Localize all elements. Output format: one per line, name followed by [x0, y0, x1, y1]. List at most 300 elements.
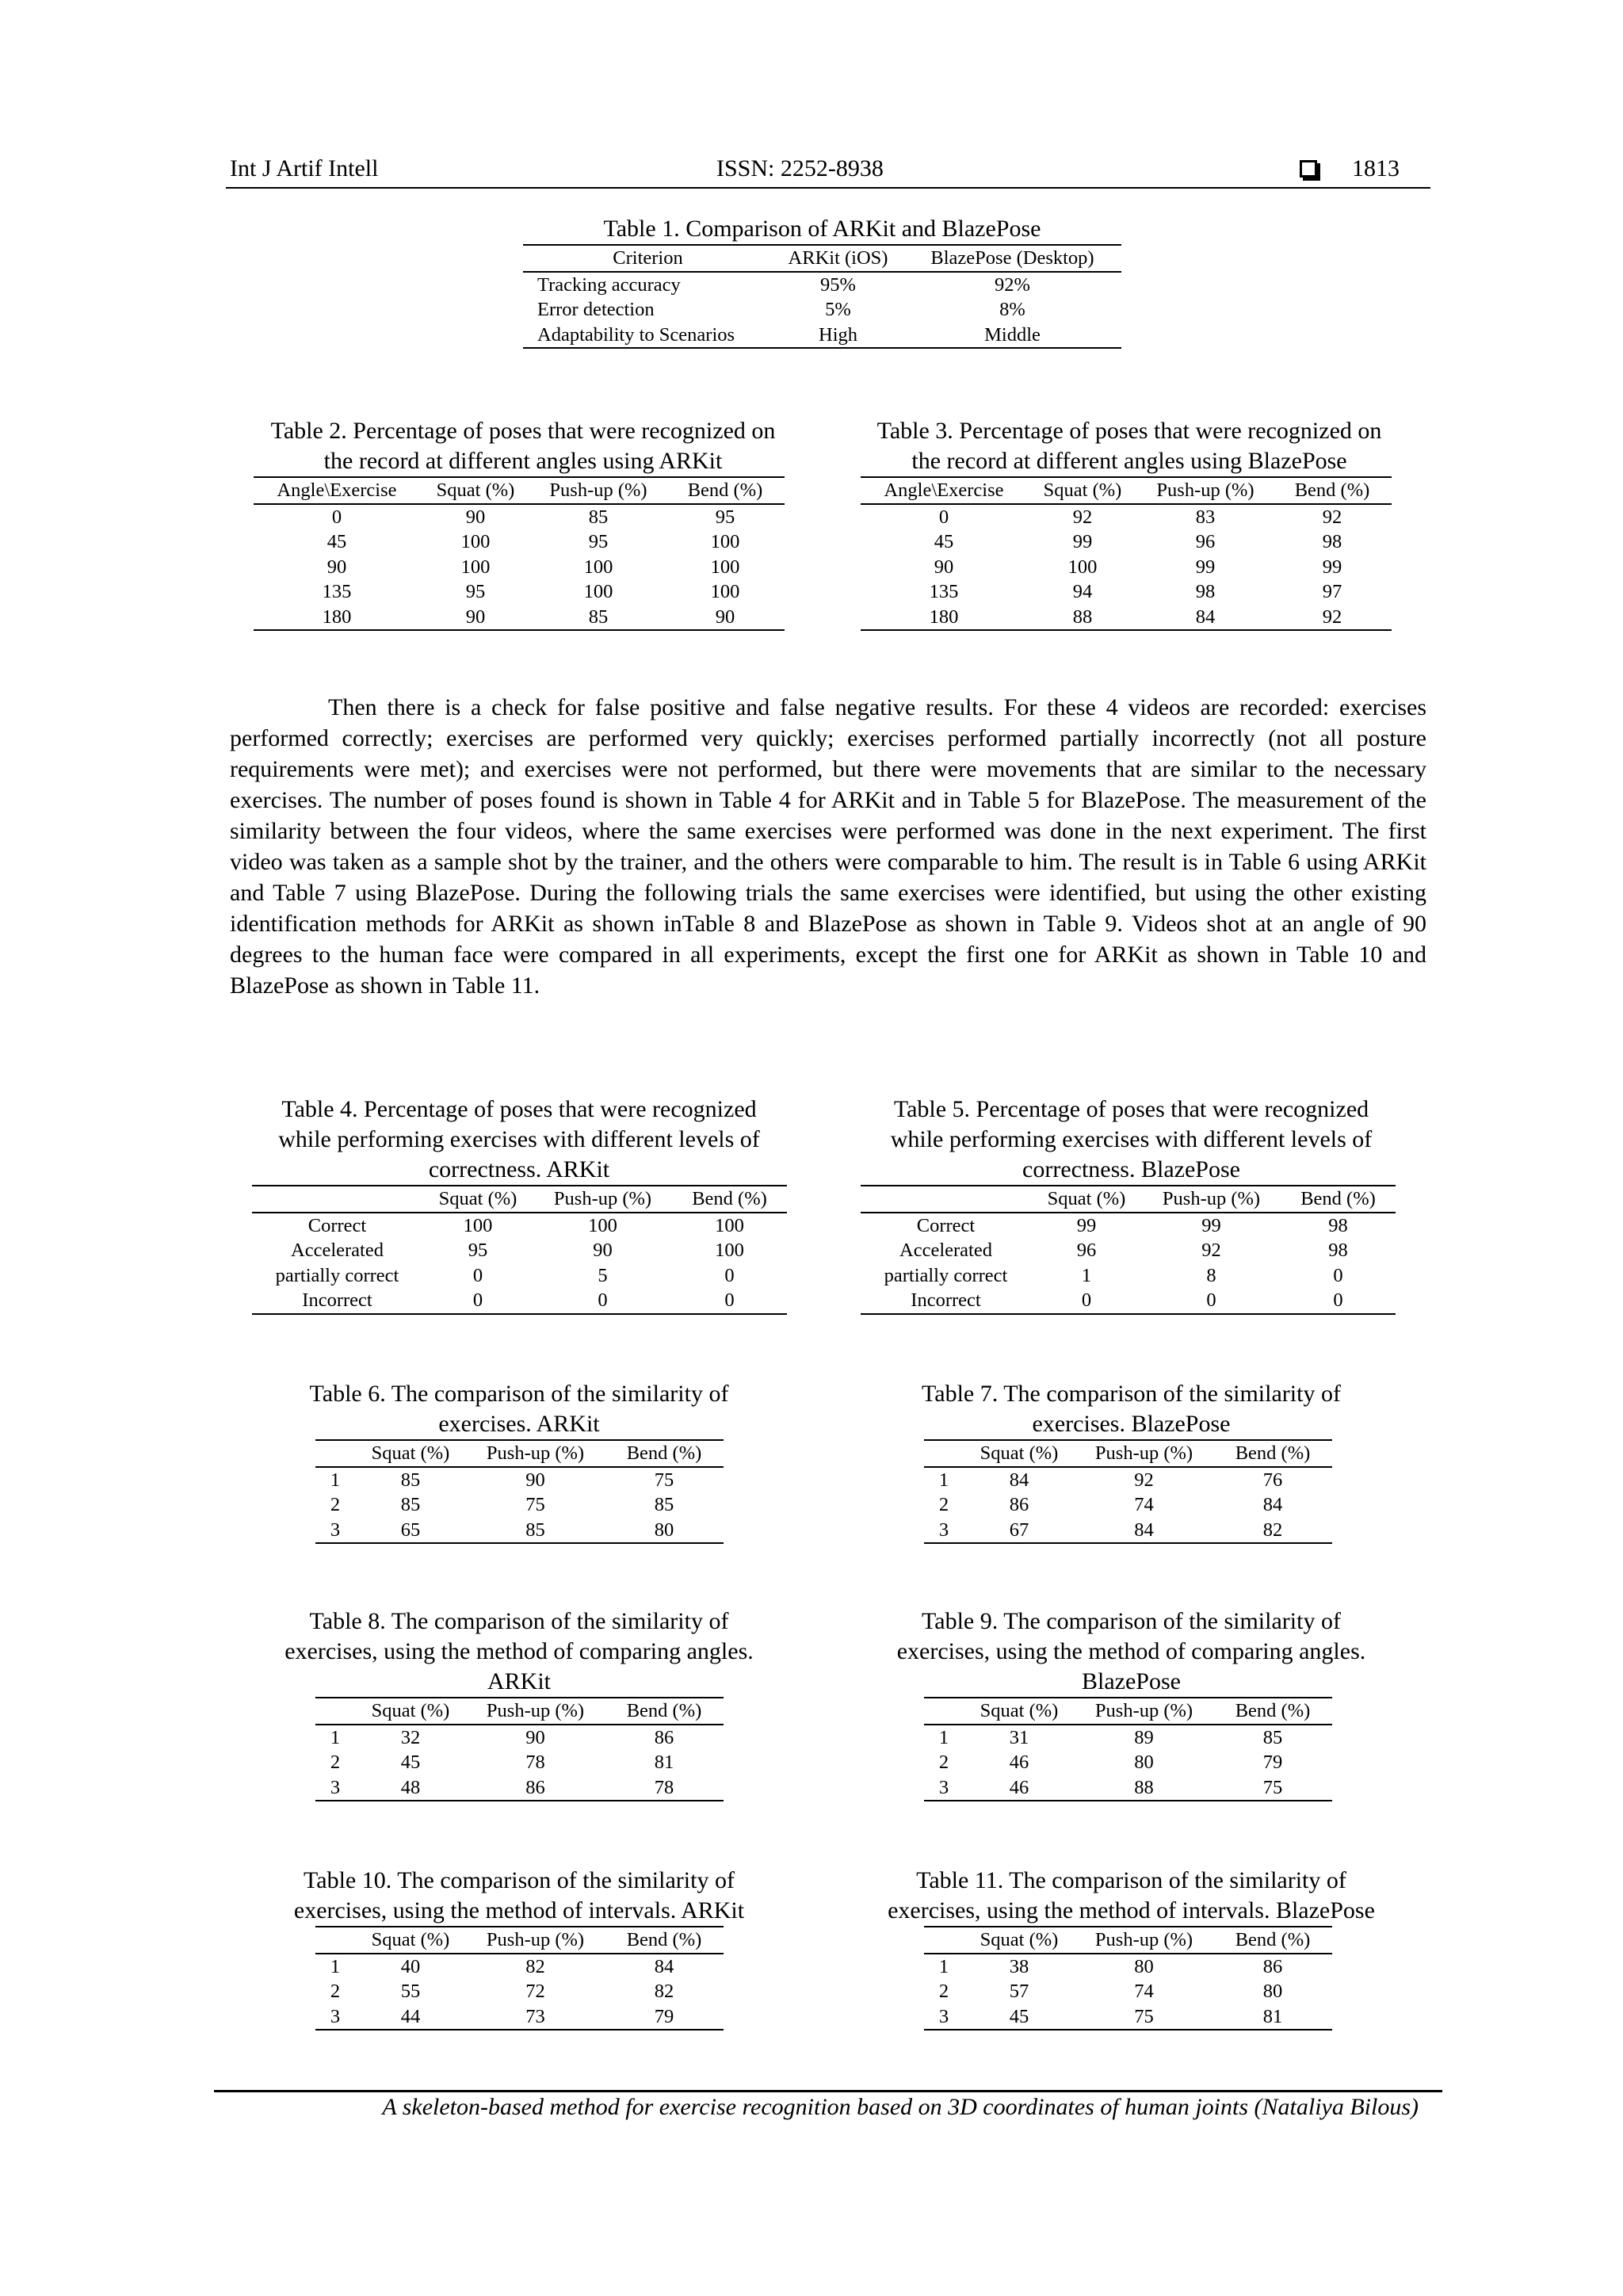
table-cell: 95: [588, 531, 609, 552]
table-cell: 5%: [825, 299, 851, 320]
table-row: [861, 605, 1392, 631]
column-header: [315, 1927, 355, 1954]
column-header: [315, 1440, 355, 1467]
table-cell: 84: [654, 1955, 674, 1977]
caption-line: the record at different angles using ARKit: [323, 448, 723, 474]
table-cell: 72: [525, 1981, 545, 2002]
table-cell: 57: [1009, 1981, 1029, 2002]
column-header: Push-up (%): [531, 477, 666, 504]
table-row: [861, 1288, 1396, 1314]
caption-line: exercises. BlazePose: [1032, 1411, 1231, 1437]
caption-line: Table 4. Percentage of poses that were recognized: [281, 1096, 757, 1122]
table-cell: 80: [654, 1519, 674, 1541]
table-cell: 92%: [995, 273, 1030, 296]
table-cell: 76: [1262, 1469, 1283, 1491]
table-cell: 75: [654, 1469, 674, 1491]
table-cell: 45: [327, 531, 347, 552]
column-header: Push-up (%): [1075, 1440, 1213, 1467]
table-cell: 0: [938, 506, 949, 528]
table-cell: 180: [929, 606, 959, 628]
table-3: [832, 416, 1426, 631]
table-cell: 75: [1134, 2005, 1154, 2027]
table-2-grid: [254, 476, 785, 631]
table-cell: 84: [1009, 1469, 1029, 1491]
caption-line: Table 3. Percentage of poses that were recognized on: [876, 418, 1382, 444]
table-cell: 86: [1262, 1955, 1283, 1977]
table-cell: 99: [1195, 556, 1216, 578]
table-cell: 3: [330, 2005, 341, 2027]
table-cell: 45: [400, 1752, 421, 1773]
table-cell: 1: [330, 1955, 341, 1977]
table-8-caption: [230, 1606, 808, 1697]
table-cell: 90: [525, 1469, 545, 1491]
table-cell: 2: [938, 1752, 949, 1773]
table-cell: 1: [330, 1726, 341, 1748]
table-cell: 45: [934, 531, 954, 552]
table-6: [230, 1379, 808, 1544]
table-cell: 99: [1322, 556, 1342, 578]
table-7-caption: [840, 1379, 1423, 1439]
table-cell: 90: [715, 606, 735, 628]
table-cell: 3: [938, 1519, 949, 1541]
table-cell: Incorrect: [911, 1289, 981, 1311]
table-cell: 90: [327, 556, 347, 578]
column-header: Push-up (%): [1075, 1927, 1213, 1954]
table-cell: 92: [1322, 506, 1342, 528]
journal-name: Int J Artif Intell: [230, 155, 379, 181]
caption-line: Table 5. Percentage of poses that were recognized: [893, 1096, 1369, 1122]
table-cell: 85: [654, 1494, 674, 1515]
table-cell: 32: [400, 1726, 421, 1748]
caption-line: exercises, using the method of comparing angles.: [285, 1638, 754, 1664]
footer-citation: A skeleton-based method for exercise recognition based on 3D coordinates of human joints (Nataliya Bilous): [382, 2094, 1419, 2120]
page-number-group: [1300, 155, 1400, 182]
table-cell: 78: [525, 1752, 545, 1773]
table-cell: 75: [1262, 1776, 1283, 1798]
column-header: [315, 1698, 355, 1725]
table-row: [924, 1467, 1332, 1493]
column-header: [924, 1440, 964, 1467]
column-header: Bend (%): [1213, 1440, 1332, 1467]
table-cell: 90: [593, 1240, 613, 1261]
table-cell: 1: [938, 1955, 949, 1977]
table-cell: 100: [463, 1214, 493, 1236]
table-cell: 85: [1262, 1726, 1283, 1748]
table-cell: 80: [1262, 1981, 1283, 2002]
table-cell: 3: [938, 2005, 949, 2027]
table-cell: 100: [588, 1214, 617, 1236]
column-header: Push-up (%): [466, 1698, 605, 1725]
caption-line: BlazePose: [1082, 1668, 1181, 1694]
table-row: [861, 504, 1392, 530]
table-cell: 55: [400, 1981, 421, 2002]
table-row: [861, 1238, 1396, 1263]
table-4-caption: [230, 1095, 808, 1185]
issn: ISSN: 2252-8938: [716, 155, 884, 181]
caption-line: Table 9. The comparison of the similarity of: [922, 1608, 1341, 1634]
table-row: [523, 323, 1121, 349]
column-header: Bend (%): [1213, 1698, 1332, 1725]
caption-line: Table 7. The comparison of the similarity of: [922, 1381, 1341, 1407]
table-row: [315, 1775, 724, 1801]
table-row: [924, 1518, 1332, 1544]
table-5: [840, 1095, 1423, 1315]
table-10-caption: [230, 1866, 808, 1926]
table-cell: 2: [330, 1752, 341, 1773]
table-cell: 84: [1134, 1519, 1154, 1541]
column-header: Bend (%): [1213, 1927, 1332, 1954]
column-header: ARKit (iOS): [773, 245, 903, 272]
caption-line: exercises. ARKit: [438, 1411, 600, 1437]
table-cell: 0: [1081, 1289, 1092, 1311]
caption-line: correctness. ARKit: [428, 1156, 610, 1182]
table-row: [252, 1263, 787, 1289]
table-10-grid: [315, 1926, 724, 2030]
table-cell: 44: [400, 2005, 421, 2027]
table-cell: 85: [525, 1519, 545, 1541]
table-cell: Tracking accuracy: [537, 273, 681, 296]
table-cell: 100: [715, 1240, 744, 1261]
table-cell: 92: [1201, 1240, 1221, 1261]
table-cell: 100: [710, 581, 740, 602]
table-cell: 92: [1072, 506, 1093, 528]
table-row: [315, 1750, 724, 1775]
table-cell: 100: [460, 531, 491, 552]
table-cell: 100: [715, 1214, 744, 1236]
table-cell: 100: [583, 556, 613, 578]
table-cell: 1: [1081, 1264, 1092, 1286]
caption-line: exercises, using the method of intervals. ARKit: [293, 1897, 745, 1924]
table-cell: 82: [654, 1981, 674, 2002]
column-header: Squat (%): [964, 1440, 1075, 1467]
table-cell: 74: [1134, 1494, 1154, 1515]
caption-line: exercises, using the method of comparing angles.: [896, 1638, 1366, 1664]
column-header: [252, 1186, 422, 1213]
column-header: Bend (%): [666, 477, 785, 504]
table-3-grid: [861, 476, 1392, 631]
table-cell: 0: [1333, 1289, 1343, 1311]
table-row: [315, 1979, 724, 2004]
table-cell: 67: [1009, 1519, 1029, 1541]
table-cell: 3: [330, 1776, 341, 1798]
table-cell: 3: [330, 1519, 341, 1541]
table-cell: 84: [1195, 606, 1216, 628]
table-cell: 84: [1262, 1494, 1283, 1515]
table-cell: 1: [938, 1726, 949, 1748]
table-row: [924, 1492, 1332, 1518]
table-cell: 0: [724, 1264, 735, 1286]
table-row: [254, 529, 785, 555]
table-row: [924, 1979, 1332, 2004]
column-header: [861, 1186, 1031, 1213]
table-cell: 0: [331, 506, 342, 528]
column-header: Squat (%): [420, 477, 531, 504]
column-header: Squat (%): [964, 1698, 1075, 1725]
table-cell: Adaptability to Scenarios: [537, 323, 735, 346]
table-cell: 100: [1067, 556, 1098, 578]
table-cell: 81: [654, 1752, 674, 1773]
table-row: [252, 1288, 787, 1314]
table-cell: 98: [1322, 531, 1342, 552]
table-cell: 96: [1195, 531, 1216, 552]
table-row: [254, 504, 785, 530]
table-1: [523, 214, 1121, 349]
table-cell: 85: [400, 1469, 421, 1491]
table-row: [924, 2004, 1332, 2030]
table-row: [315, 1725, 724, 1751]
table-cell: High: [819, 323, 857, 346]
table-cell: 180: [322, 606, 352, 628]
table-cell: 80: [1134, 1752, 1154, 1773]
table-cell: 90: [525, 1726, 545, 1748]
table-row: [523, 272, 1121, 298]
column-header: Squat (%): [964, 1927, 1075, 1954]
caption-line: exercises, using the method of intervals. BlazePose: [888, 1897, 1375, 1924]
column-header: Squat (%): [355, 1698, 466, 1725]
table-5-caption: [840, 1095, 1423, 1185]
table-cell: 5: [598, 1264, 608, 1286]
table-cell: 82: [525, 1955, 545, 1977]
table-2-caption: [230, 416, 816, 476]
table-row: [252, 1213, 787, 1239]
table-10: [230, 1866, 808, 2030]
table-cell: 8%: [999, 299, 1025, 320]
table-cell: 8: [1206, 1264, 1216, 1286]
table-1-caption: Table 1. Comparison of ARKit and BlazePose: [603, 216, 1041, 242]
column-header: Bend (%): [1281, 1186, 1396, 1213]
table-cell: 89: [1134, 1726, 1154, 1748]
caption-line: the record at different angles using BlazePose: [911, 448, 1347, 474]
table-cell: 40: [400, 1955, 421, 1977]
column-header: Bend (%): [605, 1927, 724, 1954]
column-header: [924, 1698, 964, 1725]
column-header: Push-up (%): [1138, 477, 1273, 504]
table-cell: 74: [1134, 1981, 1154, 2002]
table-cell: 2: [330, 1494, 341, 1515]
table-cell: 99: [1201, 1214, 1221, 1236]
table-row: [924, 1750, 1332, 1775]
table-3-caption: [832, 416, 1426, 476]
table-11-grid: [924, 1926, 1332, 2030]
table-cell: 0: [472, 1264, 483, 1286]
column-header: [924, 1927, 964, 1954]
table-cell: 97: [1322, 581, 1342, 602]
table-cell: 0: [472, 1289, 483, 1311]
table-cell: 86: [525, 1776, 545, 1798]
table-cell: 92: [1134, 1469, 1154, 1491]
table-cell: 99: [1076, 1214, 1097, 1236]
table-8-grid: [315, 1697, 724, 1801]
table-4-grid: [252, 1185, 787, 1315]
table-cell: 80: [1134, 1955, 1154, 1977]
table-cell: 85: [588, 606, 609, 628]
column-header: Angle\Exercise: [861, 477, 1027, 504]
table-cell: 98: [1195, 581, 1216, 602]
column-header: BlazePose (Desktop): [903, 245, 1121, 272]
table-cell: Correct: [307, 1214, 367, 1236]
table-cell: 135: [929, 581, 959, 602]
table-cell: 73: [525, 2005, 545, 2027]
column-header: Bend (%): [605, 1440, 724, 1467]
table-cell: 3: [938, 1776, 949, 1798]
table-cell: 100: [583, 581, 613, 602]
table-7-grid: [924, 1439, 1332, 1544]
column-header: Criterion: [523, 245, 773, 272]
table-row: [861, 579, 1392, 605]
table-cell: Accelerated: [291, 1240, 384, 1261]
body-paragraph: [230, 692, 1426, 1001]
table-row: [254, 605, 785, 631]
column-header: Squat (%): [355, 1440, 466, 1467]
table-6-grid: [315, 1439, 724, 1544]
table-cell: 65: [400, 1519, 421, 1541]
table-2: [230, 416, 816, 631]
table-cell: 90: [465, 506, 486, 528]
table-4: [230, 1095, 808, 1315]
caption-line: correctness. BlazePose: [1022, 1156, 1240, 1182]
page-number: 1813: [1352, 155, 1400, 181]
table-cell: 92: [1322, 606, 1342, 628]
table-8: [230, 1606, 808, 1801]
table-cell: 0: [598, 1289, 608, 1311]
table-cell: 88: [1134, 1776, 1154, 1798]
table-cell: 46: [1009, 1752, 1029, 1773]
table-row: [254, 579, 785, 605]
table-cell: 85: [400, 1494, 421, 1515]
column-header: Push-up (%): [533, 1186, 672, 1213]
table-cell: 95: [468, 1240, 488, 1261]
caption-line: Table 2. Percentage of poses that were recognized on: [270, 418, 776, 444]
table-cell: 2: [330, 1981, 341, 2002]
column-header: Bend (%): [1273, 477, 1392, 504]
caption-line: Table 10. The comparison of the similarity of: [304, 1867, 735, 1893]
table-cell: 1: [330, 1469, 341, 1491]
caption-line: Table 8. The comparison of the similarity of: [309, 1608, 729, 1634]
table-cell: 75: [525, 1494, 545, 1515]
table-cell: 79: [1262, 1752, 1283, 1773]
caption-line: while performing exercises with different levels of: [278, 1126, 760, 1152]
table-row: [861, 1213, 1396, 1239]
table-1-grid: [523, 244, 1121, 349]
column-header: Bend (%): [605, 1698, 724, 1725]
caption-line: while performing exercises with different levels of: [890, 1126, 1373, 1152]
table-cell: 94: [1072, 581, 1093, 602]
table-9-grid: [924, 1697, 1332, 1801]
table-cell: Error detection: [537, 299, 655, 320]
table-cell: 95: [715, 506, 735, 528]
table-row: [315, 1467, 724, 1493]
column-header: Squat (%): [1031, 1186, 1142, 1213]
table-cell: 38: [1009, 1955, 1029, 1977]
caption-line: ARKit: [487, 1668, 551, 1694]
table-cell: 2: [938, 1981, 949, 2002]
header-rule: [226, 187, 1430, 189]
column-header: Push-up (%): [1142, 1186, 1281, 1213]
table-cell: 78: [654, 1776, 674, 1798]
table-cell: 79: [654, 2005, 674, 2027]
table-cell: 45: [1009, 2005, 1029, 2027]
table-cell: partially correct: [884, 1264, 1008, 1286]
table-cell: 100: [460, 556, 491, 578]
table-9: [840, 1606, 1423, 1801]
table-cell: 100: [710, 531, 740, 552]
table-cell: 0: [1333, 1264, 1343, 1286]
table-row: [861, 529, 1392, 555]
caption-line: Table 6. The comparison of the similarity of: [309, 1381, 729, 1407]
column-header: Squat (%): [422, 1186, 533, 1213]
table-cell: 99: [1072, 531, 1093, 552]
table-cell: partially correct: [275, 1264, 399, 1286]
column-header: Push-up (%): [1075, 1698, 1213, 1725]
table-row: [315, 1518, 724, 1544]
table-cell: 0: [724, 1289, 735, 1311]
column-header: Squat (%): [1027, 477, 1138, 504]
table-row: [924, 1954, 1332, 1980]
table-cell: 83: [1195, 506, 1216, 528]
table-9-caption: [840, 1606, 1423, 1697]
table-row: [924, 1725, 1332, 1751]
footer-rule: [214, 2090, 1442, 2092]
checkbox-square-icon: [1300, 160, 1317, 178]
paragraph-text: Then there is a check for false positive and false negative results. For these 4 videos are recorded: exercises performed correctly; exercises are performed very quickly; exercises performed partially incorrectly (not all posture requirements were met); and exercises were not performed, but there were movements that are similar to the necessary exercises. The number of poses found is shown in Table 4 for ARKit and in Table 5 for BlazePose. The measurement of the similarity between the four videos, where the same exercises were performed was done in the next experiment. The first video was taken as a sample shot by the trainer, and the others were comparable to him. The result is in Table 6 using ARKit and Table 7 using BlazePose. During the following trials the same exercises were identified, but using the other existing identification methods for ARKit as shown inTable 8 and BlazePose as shown in Table 9. Videos shot at an angle of 90 degrees to the human face were compared in all experiments, except the first one for ARKit as shown in Table 10 and BlazePose as shown in Table 11.: [230, 694, 1426, 999]
table-cell: 1: [938, 1469, 949, 1491]
table-cell: 98: [1328, 1240, 1348, 1261]
table-row: [315, 2004, 724, 2030]
table-row: [924, 1775, 1332, 1801]
table-cell: 2: [938, 1494, 949, 1515]
caption-line: Table 11. The comparison of the similarity of: [916, 1867, 1346, 1893]
column-header: Squat (%): [355, 1927, 466, 1954]
table-11-caption: [840, 1866, 1423, 1926]
table-cell: 0: [1206, 1289, 1216, 1311]
table-cell: 48: [400, 1776, 421, 1798]
table-cell: 46: [1009, 1776, 1029, 1798]
table-cell: Incorrect: [302, 1289, 372, 1311]
table-cell: 95%: [820, 273, 856, 296]
table-row: [252, 1238, 787, 1263]
column-header: Push-up (%): [466, 1927, 605, 1954]
table-row: [861, 555, 1392, 580]
table-cell: Correct: [916, 1214, 976, 1236]
table-cell: 86: [1009, 1494, 1029, 1515]
table-cell: 82: [1262, 1519, 1283, 1541]
table-cell: 81: [1262, 2005, 1283, 2027]
column-header: Angle\Exercise: [254, 477, 420, 504]
column-header: Push-up (%): [466, 1440, 605, 1467]
table-cell: 95: [465, 581, 486, 602]
table-row: [315, 1954, 724, 1980]
table-cell: 85: [588, 506, 609, 528]
column-header: Bend (%): [672, 1186, 787, 1213]
table-row: [254, 555, 785, 580]
table-row: [861, 1263, 1396, 1289]
table-6-caption: [230, 1379, 808, 1439]
table-cell: 88: [1072, 606, 1093, 628]
table-cell: 90: [465, 606, 486, 628]
table-cell: Accelerated: [899, 1240, 992, 1261]
table-cell: 90: [934, 556, 954, 578]
table-cell: 86: [654, 1726, 674, 1748]
table-5-grid: [861, 1185, 1396, 1315]
table-11: [840, 1866, 1423, 2030]
table-cell: 31: [1009, 1726, 1029, 1748]
table-cell: Middle: [984, 323, 1041, 346]
table-row: [315, 1492, 724, 1518]
table-cell: 100: [710, 556, 740, 578]
table-7: [840, 1379, 1423, 1544]
table-row: [523, 297, 1121, 323]
table-cell: 96: [1076, 1240, 1097, 1261]
